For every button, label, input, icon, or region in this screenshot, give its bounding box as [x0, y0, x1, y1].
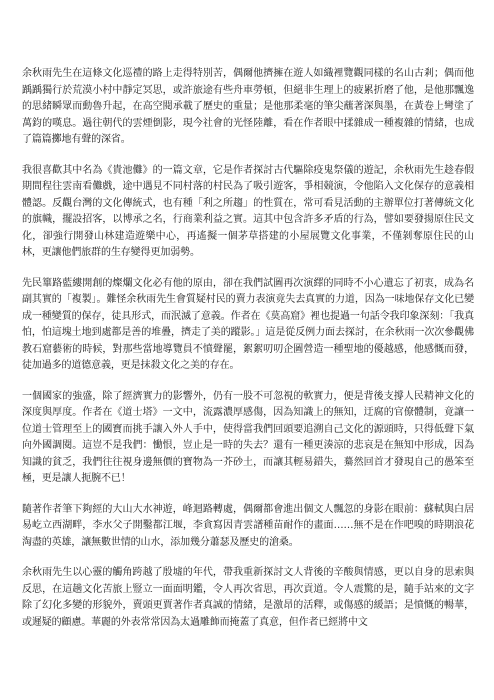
paragraph-2: 我很喜歡其中名為《貴池儺》的一篇文章，它是作者探討古代驅除疫鬼祭儀的遊記，余秋雨先生趁春假期間程往雲南看儺戲，途中遇見不同村落的村民為了吸引遊客，爭相競演，令他陷入文化保存的意義相體認。反觀台灣的文化傳統式，也有種「利之所趨」的性質在，常可看見活動的主辦單位打著傳統文化的旗幟，擺設招客，以博承之名，行商業利益之實。這其中包含許多矛盾的行為，譬如要發揚原住民文化，卻強行開發山林建造遊樂中心，再遙擬一個茅草搭建的小屋展覽文化事業，不僅剝奪原住民的山林，更讓他們旅群的生存變得更加弱勢。 — [22, 164, 474, 258]
paragraph-3: 先民篳路藍縷開創的燦爛文化必有他的原由，卻在我們試圖再次演繹的同時不小心遺忘了初衷，成為名副其實的「複製」。難怪余秋雨先生會質疑村民的賣力表演竟失去真實的力道，因為一味地保存文化已變成一種變質的保存，徒具形式，而泯滅了意義。作者在《莫高窟》裡也提過一句話令我印象深刻：「我真怕，怕這塊土地到處都是善的堆疊，擠走了美的蹤影。」這是從反例力面去探討，在余秋雨一次次參觀佛教石窟藝術的時候，對那些當地導覽員不憤聲罷，絮絮叨叨企圖營造一種聖地的優越感，他感慨而發，徒加過多的道德意義，更是抹殺文化之美的存在。 — [22, 277, 474, 371]
paragraph-6: 余秋雨先生以心靈的觸角跨越了殷墟的年代，帶我重新探討文人背後的辛酸與情感，更以自身的思索與反思，在這趟文化苦旅上豎立一面面明鑑，令人再次省思，再次貢道。令人震驚的是，隨手站來的文字除了幻化多變的形貌外，賣頭更賈著作者真誠的情緒，是激昂的活釋，或傷感的緩語；是憤慨的暢華，或遲疑的顧慮。華麗的外表常常因為太過雕飾而掩蓋了真意，但作者已經將中文 — [22, 567, 474, 628]
paragraph-4: 一個國家的強盛，除了經濟實力的影響外，仍有一股不可忽視的軟實力，便是背後支撐人民精神文化的深度與厚度。作者在《道士塔》一文中，流露濃厚感傷，因為知識上的無知，迂腐的官僚體制，竟讓一位道士管理至上的國寶而挑手讓入外人手中，使得當我們回頭要追溯自己文化的源頭時，只得低聲下氣向外國調閱。這豈不是我們：慟恨，豈止是一時的失去？還有一種更湊涼的悲哀是在無知中形成，因為知識的貧乏，我們往往視身邊無價的寶物為一芥砂土，而讓其輕易錯失，驀然回首才發現自己的愚笨至極，更是讓人扼腕不已！ — [22, 390, 474, 484]
paragraph-1: 余秋雨先生在這條文化巡禮的路上走得特別苦，偶爾他擠擁在遊人如織裡覽觀同樣的名山古剎；偶而他踽踽獨行於荒漠小村中靜定冥思，或許旅途有些舟車勞頓，但絕非生理上的疲累折磨了他，是他那飄逸的思緒瞬眾而動魯升起，在高空閱承載了歷史的重量；是他那柔毫的筆尖蘸著深與墨，在黃卷上彎塗了萬鈞的嘆息。過往朝代的雲煙倒影，現今社會的光怪陸離，看在作者眼中揉雜成一種複雜的情緒，也成了篇篇擲地有聲的深省。 — [22, 68, 474, 145]
paragraph-5: 隨著作者筆下夠經的大山大水神遊，峰迴路轉處，偶爾都會進出個文人飄忽的身影在眼前：蘇軾與白居易屹立西湖畔，李水父子開鑿都江堰，李貪寫因青雲譜種苗耐作的畫面……無不是在作吧嗅的時期浪花淘盡的英雄，讓無數世情的山水，添加幾分蕭瑟及歷史的滄桑。 — [22, 503, 474, 548]
document-body — [22, 66, 474, 645]
